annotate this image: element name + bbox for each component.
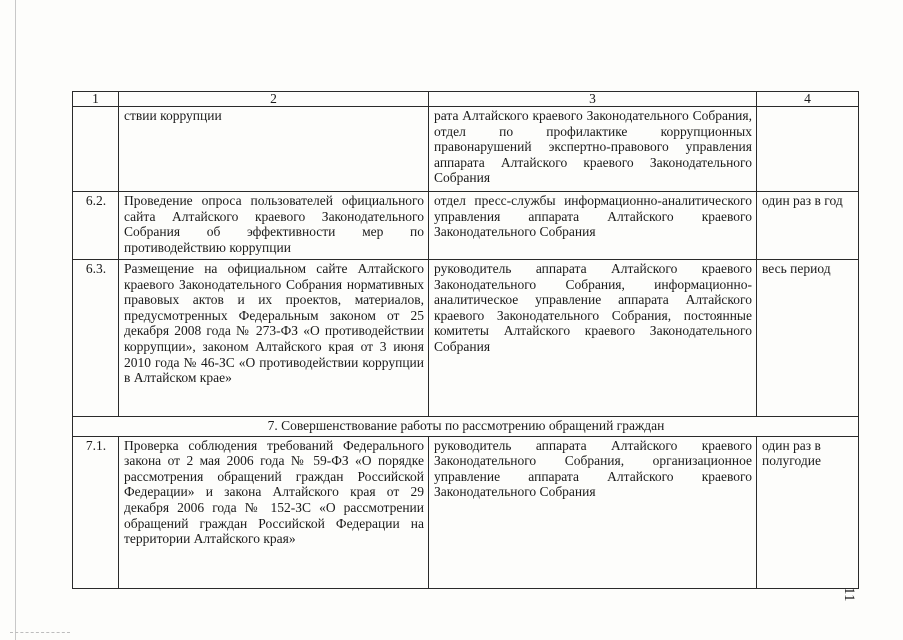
executor-text: отдел пресс-службы информационно-аналитического управления аппарата Алтайского краевого Законодательного Собрания — [429, 192, 757, 260]
measure-text: Проверка соблюдения требований Федерального закона от 2 мая 2006 года № 59-ФЗ «О порядке рассмотрения обращений граждан Российской Федерации» и закона Алтайского края от 29 декабря 2006 года № 152-ЗС «О рассмотрении обращений граждан Российской Федерации на территории Алтайского края» — [119, 436, 429, 588]
column-numbers-row — [73, 92, 859, 107]
measure-text: Проведение опроса пользователей официального сайта Алтайского краевого Законодательного Собрания об эффективности мер по противодействию коррупции — [119, 192, 429, 260]
table-row — [73, 107, 859, 192]
column-number: 3 — [429, 92, 757, 107]
column-number: 2 — [119, 92, 429, 107]
term-text — [757, 107, 859, 192]
term-text: один раз в год — [757, 192, 859, 260]
executor-text: руководитель аппарата Алтайского краевого Законодательного Собрания, организационное управление аппарата Алтайского краевого Законодательного Собрания — [429, 436, 757, 588]
item-number — [73, 107, 119, 192]
table-row — [73, 436, 859, 588]
page-number: 11 — [841, 587, 857, 602]
item-number: 6.3. — [73, 260, 119, 417]
item-number: 7.1. — [73, 436, 119, 588]
section-heading: 7. Совершенствование работы по рассмотрению обращений граждан — [73, 417, 859, 437]
table-row — [73, 260, 859, 417]
measure-text: ствии коррупции — [119, 107, 429, 192]
executor-text: рата Алтайского краевого Законодательного Собрания, отдел по профилактике коррупционных правонарушений экспертно-правового управления аппарата Алтайского краевого Законодательного Собрания — [429, 107, 757, 192]
executor-text: руководитель аппарата Алтайского краевого Законодательного Собрания, информационно-аналитическое управление аппарата Алтайского краевого Законодательного Собрания, постоянные комитеты Алтайского краевого Законодательного Собрания — [429, 260, 757, 417]
term-text: весь период — [757, 260, 859, 417]
measures-table — [72, 91, 859, 589]
term-text: один раз в полугодие — [757, 436, 859, 588]
section-heading-row — [73, 417, 859, 437]
column-number: 1 — [73, 92, 119, 107]
scan-artifact — [10, 632, 70, 634]
measure-text: Размещение на официальном сайте Алтайского краевого Законодательного Собрания нормативных правовых актов и их проектов, материалов, предусмотренных Федеральным законом от 25 декабря 2008 года № 273-ФЗ «О противодействии коррупции», законом Алтайского края от 3 июня 2010 года № 46-ЗС «О противодействии коррупции в Алтайском крае» — [119, 260, 429, 417]
binding-margin-line — [15, 0, 16, 640]
table-row — [73, 192, 859, 260]
column-number: 4 — [757, 92, 859, 107]
item-number: 6.2. — [73, 192, 119, 260]
